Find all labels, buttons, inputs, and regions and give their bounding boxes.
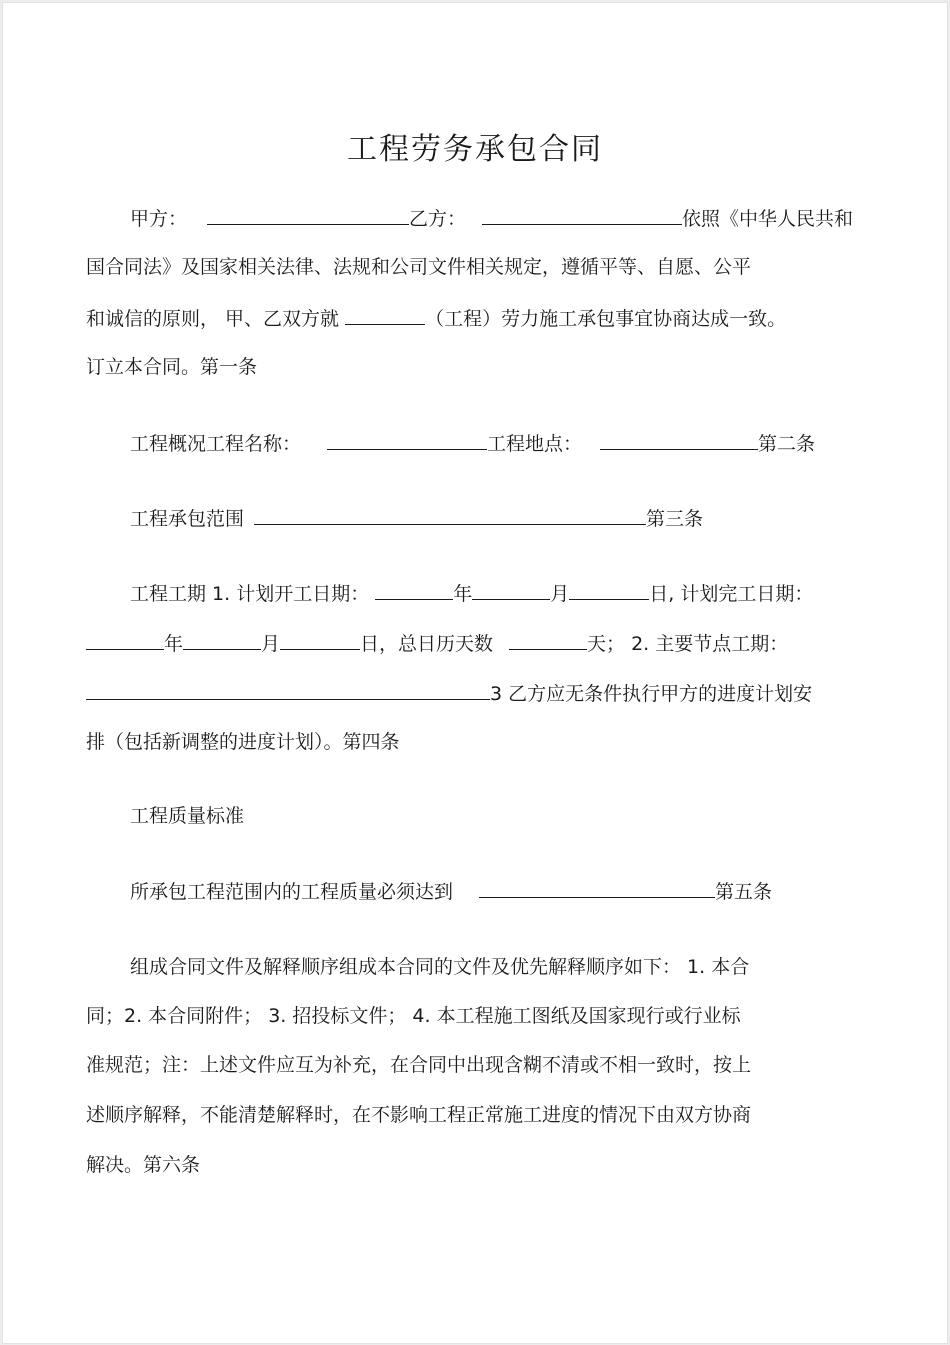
end-date-label: 日, 计划完工日期： xyxy=(649,583,814,605)
total-days-blank xyxy=(509,630,587,650)
scope-label: 工程承包范围 xyxy=(130,508,245,530)
milestone-label: 天； 2. 主要节点工期： xyxy=(587,633,789,655)
preamble-line-2: 国合同法》及国家相关法律、法规和公司文件相关规定，遵循平等、自愿、公平 xyxy=(86,256,752,278)
project-overview-line xyxy=(130,430,815,456)
schedule-line-2 xyxy=(86,630,788,656)
quality-blank xyxy=(479,878,715,898)
end-month-blank xyxy=(183,630,261,650)
article-5-label: 第五条 xyxy=(715,881,773,903)
project-blank xyxy=(345,305,425,325)
total-days-label: 日，总日历天数 xyxy=(360,633,494,655)
schedule-line-3-tail: 3 乙方应无条件执行甲方的进度计划安 xyxy=(490,683,813,705)
preamble-line-3 xyxy=(86,305,786,331)
start-year-blank xyxy=(375,580,453,600)
schedule-line-3 xyxy=(86,680,812,706)
month-label: 月 xyxy=(261,633,281,655)
end-day-blank xyxy=(280,630,360,650)
scope-blank xyxy=(254,505,646,525)
year-label: 年 xyxy=(164,633,184,655)
preamble-line-3-tail: （工程）劳力施工承包事宜协商达成一致。 xyxy=(425,308,787,330)
year-label: 年 xyxy=(453,583,473,605)
project-site-label: 工程地点： xyxy=(487,433,583,455)
article-3-label: 第三条 xyxy=(646,508,704,530)
end-year-blank xyxy=(86,630,164,650)
project-name-blank xyxy=(327,430,487,450)
party-a-label: 甲方： xyxy=(130,208,188,230)
preamble-line-3-head: 和诚信的原则， 甲、乙双方就 xyxy=(86,308,340,330)
preamble-line-1 xyxy=(130,205,853,231)
documents-line-5: 解决。第六条 xyxy=(86,1154,201,1176)
start-date-label: 工程工期 1. 计划开工日期： xyxy=(130,583,370,605)
preamble-line-4: 订立本合同。第一条 xyxy=(86,356,258,378)
party-a-blank xyxy=(207,205,409,225)
documents-line-1: 组成合同文件及解释顺序组成本合同的文件及优先解释顺序如下： 1. 本合 xyxy=(130,956,750,978)
party-b-label: 乙方： xyxy=(409,208,467,230)
preamble-line-1-tail: 依照《中华人民共和 xyxy=(682,208,854,230)
project-site-blank xyxy=(600,430,758,450)
documents-line-3: 准规范；注：上述文件应互为补充，在合同中出现含糊不清或不相一致时，按上 xyxy=(86,1054,752,1076)
schedule-line-4: 排（包括新调整的进度计划）。第四条 xyxy=(86,731,400,753)
article-2-label: 第二条 xyxy=(758,433,816,455)
documents-line-2: 同；2. 本合同附件； 3. 招投标文件； 4. 本工程施工图纸及国家现行或行业标 xyxy=(86,1005,741,1027)
quality-label: 所承包工程范围内的工程质量必须达到 xyxy=(130,881,454,903)
month-label: 月 xyxy=(550,583,570,605)
party-b-blank xyxy=(482,205,682,225)
start-day-blank xyxy=(569,580,649,600)
documents-line-4: 述顺序解释，不能清楚解释时，在不影响工程正常施工进度的情况下由双方协商 xyxy=(86,1104,752,1126)
milestone-blank xyxy=(86,680,490,700)
schedule-line-1 xyxy=(130,580,813,606)
quality-line xyxy=(130,878,772,904)
project-name-label: 工程概况工程名称： xyxy=(130,433,302,455)
quality-heading: 工程质量标准 xyxy=(130,805,245,827)
document-page xyxy=(2,2,948,1344)
scope-line xyxy=(130,505,703,531)
start-month-blank xyxy=(472,580,550,600)
document-title: 工程劳务承包合同 xyxy=(347,132,603,167)
